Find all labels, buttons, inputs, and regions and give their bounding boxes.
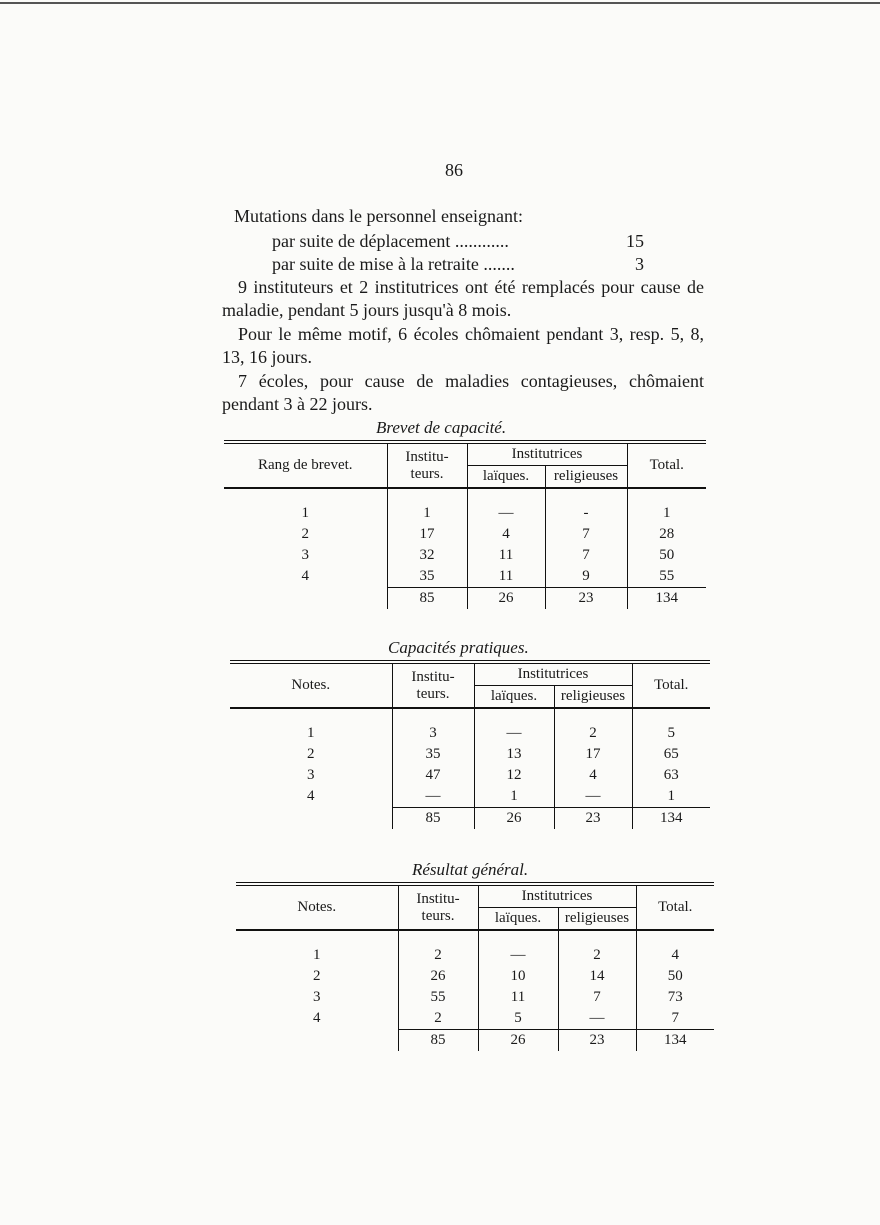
- table-row: [236, 966, 714, 987]
- cell-instituteurs: 55: [398, 987, 478, 1008]
- table-sum-row: [236, 1030, 714, 1052]
- cell-religieuses: 14: [558, 966, 636, 987]
- table-row: [236, 987, 714, 1008]
- cell-note: 3: [313, 989, 321, 1005]
- table-capacites: [230, 660, 710, 829]
- item-label: par suite de mise à la retraite .......: [272, 254, 515, 274]
- page-top-rule: [0, 2, 880, 4]
- paragraph-contagieuses: 7 écoles, pour cause de maladies contagieuses, chômaient pendant 3 à 22 jours.: [222, 371, 704, 414]
- col-institutrices: Institutrices: [467, 442, 627, 466]
- cell-laiques: 11: [467, 545, 545, 566]
- sum-religieuses: 23: [554, 808, 632, 830]
- col-inst-line1: Institu-: [416, 890, 460, 907]
- cell-instituteurs: 35: [392, 744, 474, 765]
- col-laiques: laïques.: [467, 466, 545, 489]
- cell-laiques: —: [474, 723, 554, 744]
- page-number: 86: [445, 160, 463, 180]
- col-religieuses: religieuses: [558, 908, 636, 931]
- cell-religieuses: —: [554, 786, 632, 808]
- table-row: [230, 765, 710, 786]
- cell-instituteurs: —: [392, 786, 474, 808]
- cell-laiques: 4: [467, 524, 545, 545]
- table-sum-row: [230, 808, 710, 830]
- cell-note: 2: [313, 968, 321, 984]
- cell-total: 5: [632, 723, 710, 744]
- cell-religieuses: 2: [554, 723, 632, 744]
- cell-total: 28: [627, 524, 706, 545]
- sum-religieuses: 23: [558, 1030, 636, 1052]
- cell-instituteurs: 17: [387, 524, 467, 545]
- cell-instituteurs: 47: [392, 765, 474, 786]
- cell-total: 7: [636, 1008, 714, 1030]
- col-instituteurs: [387, 442, 467, 488]
- col-instituteurs: [392, 662, 474, 708]
- cell-laiques: 11: [467, 566, 545, 588]
- sum-instituteurs: 85: [398, 1030, 478, 1052]
- intro-item-deplacement: [272, 230, 644, 253]
- table-row: [236, 945, 714, 966]
- cell-rang: 3: [301, 547, 309, 563]
- table-row: [224, 545, 706, 566]
- sum-laiques: 26: [478, 1030, 558, 1052]
- col-first: Notes.: [236, 884, 398, 930]
- col-first: Rang de brevet.: [224, 442, 387, 488]
- sum-laiques: 26: [474, 808, 554, 830]
- cell-laiques: 10: [478, 966, 558, 987]
- col-instituteurs: [398, 884, 478, 930]
- table-row: [224, 524, 706, 545]
- cell-religieuses: 7: [545, 545, 627, 566]
- cell-instituteurs: 3: [392, 723, 474, 744]
- cell-total: 65: [632, 744, 710, 765]
- cell-laiques: —: [467, 503, 545, 524]
- col-institutrices: Institutrices: [478, 884, 636, 908]
- sum-religieuses: 23: [545, 588, 627, 610]
- cell-laiques: 5: [478, 1008, 558, 1030]
- col-inst-line2: teurs.: [410, 465, 444, 482]
- cell-religieuses: -: [545, 503, 627, 524]
- item-value: 3: [635, 254, 644, 274]
- paragraph-meme-motif: Pour le même motif, 6 écoles chômaient pendant 3, resp. 5, 8, 13, 16 jours.: [222, 324, 704, 367]
- col-inst-line2: teurs.: [421, 907, 455, 924]
- col-laiques: laïques.: [478, 908, 558, 931]
- cell-note: 4: [307, 788, 315, 805]
- cell-instituteurs: 2: [398, 1008, 478, 1030]
- col-inst-line1: Institu-: [411, 668, 455, 685]
- cell-note: 3: [307, 767, 315, 783]
- table-sum-row: [224, 588, 706, 610]
- cell-total: 1: [632, 786, 710, 808]
- col-religieuses: religieuses: [554, 686, 632, 709]
- table-title-capacites: Capacités pratiques.: [388, 638, 529, 657]
- table-row: [224, 503, 706, 524]
- table-title-resultat: Résultat général.: [412, 860, 529, 879]
- table-row: [230, 723, 710, 744]
- col-total: Total.: [632, 662, 710, 708]
- cell-instituteurs: 26: [398, 966, 478, 987]
- cell-total: 4: [636, 945, 714, 966]
- cell-laiques: 1: [474, 786, 554, 808]
- cell-total: 50: [627, 545, 706, 566]
- cell-note: 4: [313, 1010, 321, 1027]
- cell-instituteurs: 1: [387, 503, 467, 524]
- cell-religieuses: 17: [554, 744, 632, 765]
- cell-note: 2: [307, 746, 315, 762]
- cell-total: 73: [636, 987, 714, 1008]
- cell-note: 1: [307, 725, 315, 741]
- cell-total: 1: [627, 503, 706, 524]
- table-row: [230, 744, 710, 765]
- item-value: 15: [626, 231, 644, 251]
- cell-total: 63: [632, 765, 710, 786]
- cell-rang: 2: [301, 526, 309, 542]
- col-total: Total.: [636, 884, 714, 930]
- col-inst-line1: Institu-: [405, 448, 449, 465]
- cell-religieuses: 7: [558, 987, 636, 1008]
- table-row: [224, 566, 706, 588]
- cell-laiques: 11: [478, 987, 558, 1008]
- table-resultat: [236, 882, 714, 1051]
- cell-religieuses: 4: [554, 765, 632, 786]
- cell-rang: 4: [301, 568, 309, 585]
- cell-religieuses: 2: [558, 945, 636, 966]
- col-laiques: laïques.: [474, 686, 554, 709]
- sum-total: 134: [632, 808, 710, 830]
- col-religieuses: religieuses: [545, 466, 627, 489]
- cell-laiques: 12: [474, 765, 554, 786]
- cell-instituteurs: 32: [387, 545, 467, 566]
- col-institutrices: Institutrices: [474, 662, 632, 686]
- cell-laiques: —: [478, 945, 558, 966]
- sum-total: 134: [636, 1030, 714, 1052]
- sum-laiques: 26: [467, 588, 545, 610]
- intro-item-retraite: [272, 253, 644, 276]
- cell-total: 55: [627, 566, 706, 588]
- col-total: Total.: [627, 442, 706, 488]
- cell-religieuses: —: [558, 1008, 636, 1030]
- sum-instituteurs: 85: [392, 808, 474, 830]
- cell-note: 1: [313, 947, 321, 963]
- cell-instituteurs: 35: [387, 566, 467, 588]
- cell-laiques: 13: [474, 744, 554, 765]
- table-row: [230, 786, 710, 808]
- item-label: par suite de déplacement ............: [272, 231, 509, 251]
- col-first: Notes.: [230, 662, 392, 708]
- table-row: [236, 1008, 714, 1030]
- cell-religieuses: 9: [545, 566, 627, 588]
- sum-total: 134: [627, 588, 706, 610]
- sum-instituteurs: 85: [387, 588, 467, 610]
- cell-instituteurs: 2: [398, 945, 478, 966]
- cell-religieuses: 7: [545, 524, 627, 545]
- intro-heading: Mutations dans le personnel enseignant:: [234, 206, 523, 226]
- table-title-brevet: Brevet de capacité.: [376, 418, 507, 437]
- col-inst-line2: teurs.: [416, 685, 450, 702]
- cell-rang: 1: [301, 505, 309, 521]
- table-brevet: [224, 440, 706, 609]
- paragraph-remplacement: 9 instituteurs et 2 institutrices ont été remplacés pour cause de maladie, pendant 5 jours jusqu'à 8 mois.: [222, 277, 704, 320]
- cell-total: 50: [636, 966, 714, 987]
